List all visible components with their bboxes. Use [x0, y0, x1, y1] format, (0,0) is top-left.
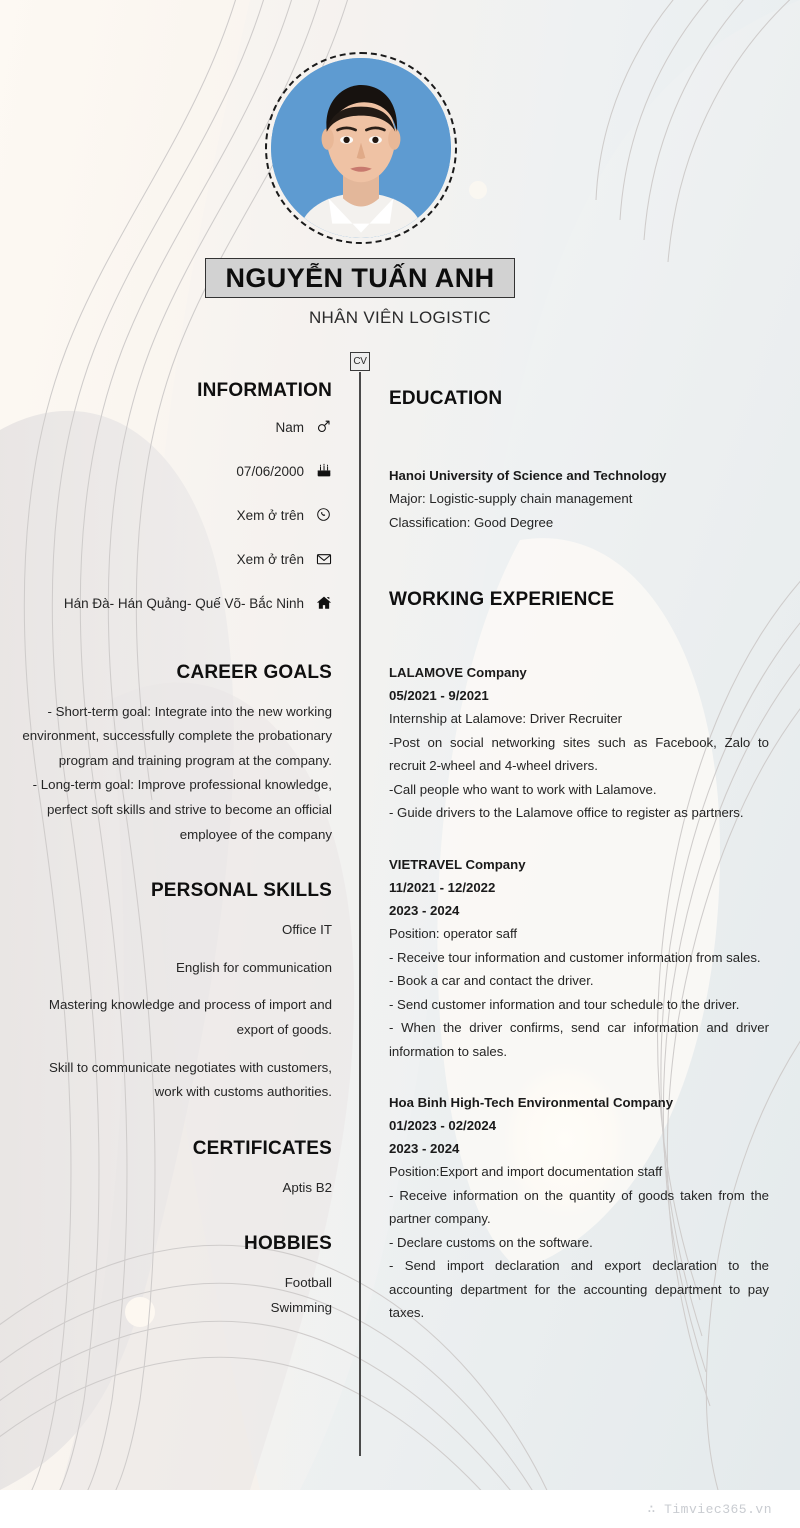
education-classification: Classification: Good Degree	[389, 514, 554, 530]
job-duty: - Send customer information and tour schedule to the driver.	[389, 996, 740, 1012]
avatar	[265, 52, 457, 244]
job-duty: - Receive information on the quantity of goods taken from the partner company.	[389, 1187, 769, 1227]
job-period: 11/2021 - 12/2022	[389, 879, 496, 895]
info-row-email	[20, 550, 332, 571]
birthday-cake-icon	[315, 462, 332, 479]
hobby-item: Swimming	[270, 1299, 332, 1315]
job-period: 01/2023 - 02/2024	[389, 1118, 497, 1134]
section-heading-hobbies: HOBBIES	[244, 1233, 332, 1255]
skill-item: Mastering knowledge and process of import and export of goods.	[48, 997, 332, 1037]
info-value-email: Xem ở trên	[236, 551, 304, 567]
job-company: Hoa Binh High-Tech Environmental Company	[389, 1095, 674, 1111]
skill-item: English for communication	[176, 959, 332, 975]
job-entry	[389, 661, 769, 825]
info-row-phone	[20, 506, 332, 527]
skill-item: Skill to communicate negotiates with customers, work with customs authorities.	[48, 1059, 332, 1100]
right-column	[389, 388, 769, 1325]
job-company: LALAMOVE Company	[389, 665, 527, 681]
job-duty: - Declare customs on the software.	[389, 1234, 593, 1250]
section-heading-certificates: CERTIFICATES	[192, 1137, 332, 1159]
phone-icon	[315, 506, 332, 522]
job-duty: - Send import declaration and export declaration to the accounting department for the accounting department to pay taxes.	[389, 1258, 769, 1321]
section-heading-personal-skills: PERSONAL SKILLS	[150, 880, 332, 902]
hobby-item: Football	[284, 1275, 332, 1291]
cv-badge: CV	[350, 352, 370, 371]
home-icon	[315, 594, 332, 611]
cv-header	[0, 0, 800, 360]
education-school: Hanoi University of Science and Technology	[389, 468, 667, 483]
career-goal-short-term: - Short-term goal: Integrate into the new working environment, successfully complete the probationary program and training program at the company.	[22, 703, 332, 768]
info-value-gender: Nam	[275, 420, 304, 435]
info-value-birthday: 07/06/2000	[236, 463, 304, 479]
column-divider	[359, 372, 361, 1456]
page-title	[205, 258, 515, 298]
section-heading-education: EDUCATION	[389, 388, 503, 409]
job-company: VIETRAVEL Company	[389, 856, 526, 872]
job-duty: -Call people who want to work with Lalamove.	[389, 781, 657, 797]
section-heading-career-goals: CAREER GOALS	[176, 661, 332, 683]
left-column	[20, 380, 332, 1321]
portrait-photo	[271, 58, 451, 238]
job-title: NHÂN VIÊN LOGISTIC	[308, 308, 492, 327]
section-heading-information: INFORMATION	[197, 380, 332, 401]
candidate-name: NGUYỄN TUẤN ANH	[225, 262, 495, 293]
footer	[0, 1490, 800, 1528]
job-position: Position:Export and import documentation staff	[389, 1164, 663, 1180]
job-duty: - When the driver confirms, send car information and driver information to sales.	[389, 1020, 769, 1059]
career-goal-long-term: - Long-term goal: Improve professional knowledge, perfect soft skills and strive to become an official employee of the company	[32, 777, 332, 842]
skill-item: Office IT	[282, 922, 332, 938]
job-entry	[389, 1091, 769, 1325]
section-heading-working-experience: WORKING EXPERIENCE	[389, 589, 615, 611]
job-period: 05/2021 - 9/2021	[389, 688, 489, 704]
job-entry	[389, 853, 769, 1063]
education-major: Major: Logistic-supply chain management	[389, 491, 633, 507]
job-period-secondary: 2023 - 2024	[389, 902, 460, 918]
gender-male-icon	[315, 418, 332, 434]
job-position: Internship at Lalamove: Driver Recruiter	[389, 711, 623, 727]
portrait-illustration	[271, 58, 451, 238]
job-position: Position: operator saff	[389, 926, 518, 942]
info-row-address	[20, 594, 332, 615]
job-period-secondary: 2023 - 2024	[389, 1141, 460, 1157]
info-row-birthday	[20, 462, 332, 483]
info-value-phone: Xem ở trên	[236, 507, 304, 523]
info-value-address: Hán Đà- Hán Quảng- Quế Võ- Bắc Ninh	[63, 595, 304, 611]
watermark: ∴ Timviec365.vn	[647, 1501, 772, 1517]
email-icon	[315, 550, 332, 567]
job-duty: -Post on social networking sites such as Facebook, Zalo to recruit 2-wheel and 4-wheel drivers.	[389, 734, 769, 774]
job-duty: - Book a car and contact the driver.	[389, 973, 594, 989]
job-duty: - Receive tour information and customer information from sales.	[389, 949, 761, 965]
info-row-gender	[20, 418, 332, 439]
certificate-item: Aptis B2	[282, 1179, 332, 1195]
job-duty: - Guide drivers to the Lalamove office to register as partners.	[389, 805, 744, 821]
